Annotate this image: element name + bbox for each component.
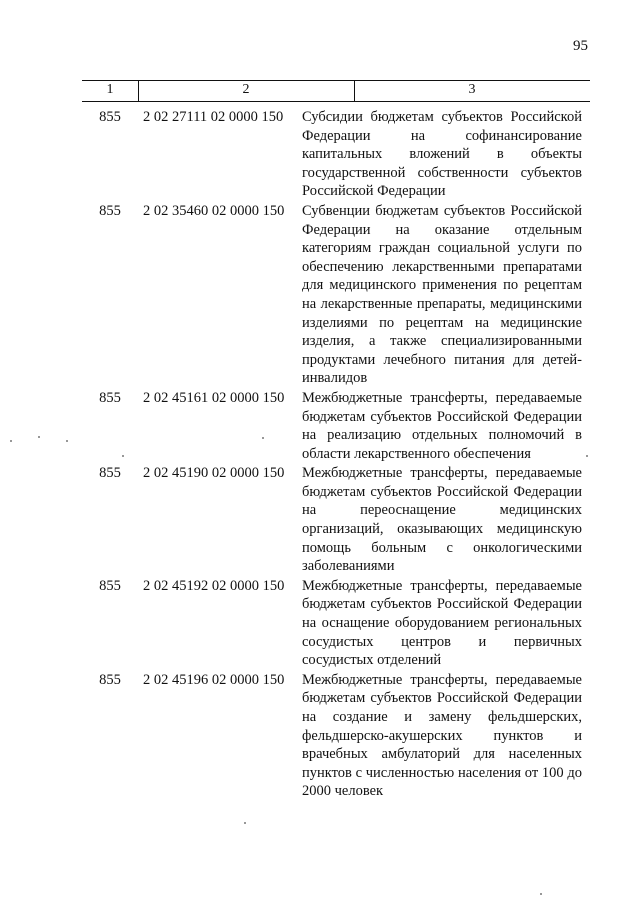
table-row: [0, 577, 640, 670]
admin-code: 855: [99, 577, 121, 594]
scan-speck: [540, 893, 542, 895]
scan-speck: [66, 440, 68, 442]
admin-code: 855: [99, 109, 121, 125]
table-row: [0, 671, 640, 801]
revenue-description: Межбюджетные трансферты, передаваемые бюджетам субъектов Российской Федерации на создание и замену фельдшерских, фельдшерско-акушерских пунктов и врачебных амбулаторий для населенных пунктов с численностью населения от 100 до 2000 человек: [302, 671, 582, 800]
scan-speck: [38, 436, 40, 438]
table-row: [0, 108, 640, 201]
budget-classification-code: 2 02 45192 02 0000 150: [143, 577, 285, 594]
scan-speck: [262, 437, 264, 439]
revenue-description: Межбюджетные трансферты, передаваемые бюджетам субъектов Российской Федерации на переоснащение медицинских организаций, оказывающих медицинскую помощь больным с онкологическими заболеваниями: [302, 465, 582, 575]
scan-speck: [10, 440, 12, 442]
budget-classification-code: 2 02 45161 02 0000 150: [143, 389, 285, 406]
admin-code: 855: [99, 202, 121, 219]
table-header: [82, 80, 590, 102]
revenue-description: Межбюджетные трансферты, передаваемые бюджетам субъектов Российской Федерации на реализацию отдельных полномочий в области лекарственного обеспечения: [302, 389, 582, 462]
budget-classification-code: 2 02 35460 02 0000 150: [143, 202, 285, 219]
column-header-2: 2: [242, 82, 250, 97]
scan-speck: [244, 822, 246, 824]
table-row: [0, 464, 640, 576]
revenue-description: Субвенции бюджетам субъектов Российской Федерации на оказание отдельным категориям граждан социальной услуги по обеспечению лекарственными препаратами для медицинского применения по рецептам на лекарственные препараты, медицинскими изделиями по рецептам на медицинские изделия, а также специализированными продуктами лечебного питания для детей-инвалидов: [302, 202, 582, 387]
budget-classification-code: 2 02 45196 02 0000 150: [143, 671, 285, 688]
budget-classification-code: 2 02 27111 02 0000 150: [143, 109, 284, 125]
scan-speck: [586, 455, 588, 457]
admin-code: 855: [99, 465, 121, 482]
page-number: 95: [573, 38, 588, 54]
scan-speck: [122, 455, 124, 457]
table-row: [0, 202, 640, 388]
revenue-description: Межбюджетные трансферты, передаваемые бюджетам субъектов Российской Федерации на оснащение оборудованием региональных сосудистых центров и первичных сосудистых отделений: [302, 577, 582, 669]
table-row: [0, 389, 640, 463]
budget-classification-code: 2 02 45190 02 0000 150: [143, 465, 285, 482]
admin-code: 855: [99, 389, 121, 406]
column-header-3: 3: [468, 82, 476, 97]
column-header-1: 1: [106, 82, 114, 97]
revenue-description: Субсидии бюджетам субъектов Российской Федерации на софинансирование капитальных вложений в объекты государственной собственности субъектов Российской Федерации: [302, 109, 582, 200]
table-body: [0, 108, 640, 801]
admin-code: 855: [99, 671, 121, 688]
